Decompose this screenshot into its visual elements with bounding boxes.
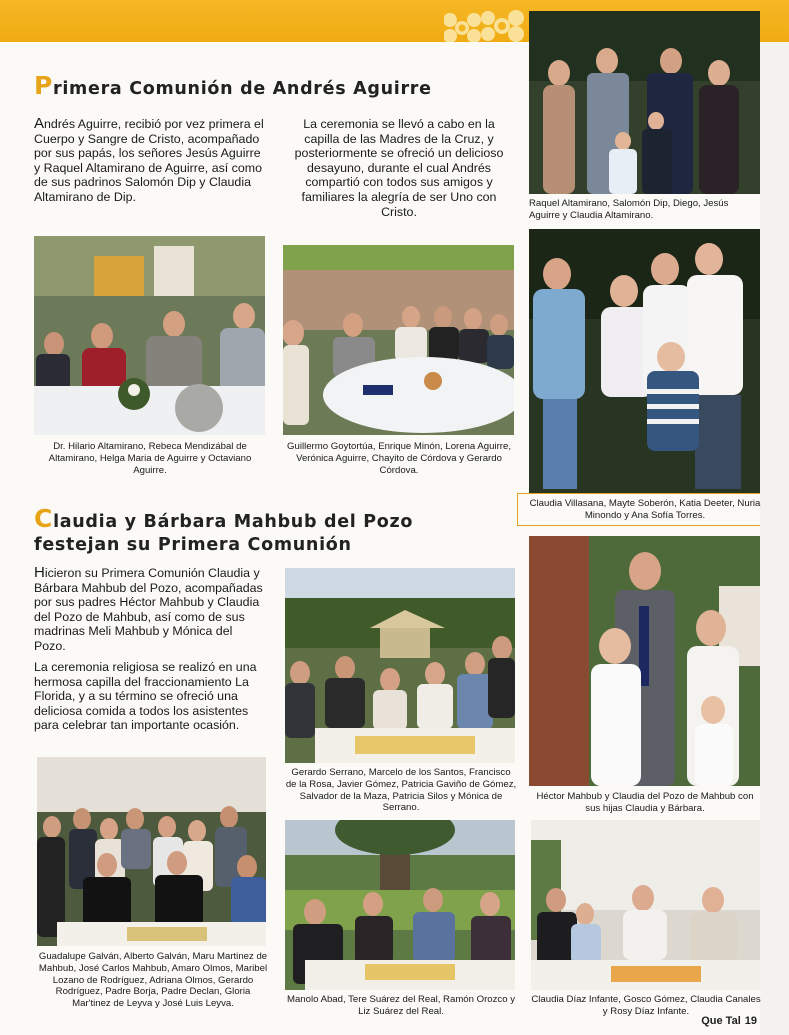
page-footer [701,1015,757,1027]
section2-title: Claudia y Bárbara Mahbub del Pozo festejan su Primera Comunión [34,504,414,555]
caption-1: Raquel Altamirano, Salomón Dip, Diego, Jesús Aguirre y Claudia Altamirano. [529,198,729,221]
caption-frame-bottom [517,525,760,526]
caption-4: Claudia Villasana, Mayte Soberón, Katia Deeter, Nuria Minondo y Ana Sofía Torres. [529,498,761,521]
magazine-name: Que Tal [701,1015,741,1027]
photo-girls-group [529,229,760,493]
caption-8: Manolo Abad, Tere Suárez del Real, Ramón Orozco y Liz Suárez del Real. [286,994,516,1017]
caption-6: Héctor Mahbub y Claudia del Pozo de Mahbub con sus hijas Claudia y Bárbara. [536,791,754,814]
photo-diaz-infante-table [531,820,760,990]
flower-decoration-icon [444,6,530,46]
photo-galvan-group [37,757,266,946]
section-divider [517,493,760,494]
section1-title: Primera Comunión de Andrés Aguirre [34,71,432,100]
caption-5: Gerardo Serrano, Marcelo de los Santos, Francisco de la Rosa, Javier Gómez, Patricia Gaviño de Gómez, Salvador de la Maza, Patricia Silos y Mónica de Serrano. [285,767,517,814]
photo-mahbub-family [529,536,760,786]
photo-serrano-table [285,568,515,763]
section2-paragraph-1: Hicieron su Primera Comunión Claudia y Bárbara Mahbub del Pozo, acompañadas por sus padres Héctor Mahbub y Claudia del Pozo de Mahbub, así como de sus madrinas Meli Mahbub y Mónica del Pozo. [34,564,263,653]
photo-altamirano-table [34,236,265,435]
caption-3: Guillermo Goytortúa, Enrique Minón, Lorena Aguirre, Verónica Aguirre, Chayito de Córdova y Gerardo Córdova. [287,441,511,476]
caption-7: Guadalupe Galván, Alberto Galván, Maru Martinez de Mahbub, José Carlos Mahbub, Amaro Olmos, Maribel Lozano de Rodríguez, Adriana Olmos, Gerardo Rodríguez, Padre Borja, Padre Declan, Gloria Mar'tinez de Leyva y José Luis Leyva. [38,951,268,1010]
section1-paragraph-2: La ceremonia se llevó a cabo en la capilla de las Madres de la Cruz, y posteriormente se ofreció un delicioso desayuno, durante el cual Andrés compartió con todos sus amigos y familiares la alegría de ser Uno con Cristo. [294,117,504,219]
caption-9: Claudia Díaz Infante, Gosco Gómez, Claudia Canales y Rosy Díaz Infante. [531,994,761,1017]
caption-2: Dr. Hilario Altamirano, Rebeca Mendizábal de Altamirano, Helga Maria de Aguirre y Octaviano Aguirre. [48,441,252,476]
section1-paragraph-1: Andrés Aguirre, recibió por vez primera el Cuerpo y Sangre de Cristo, acompañado por sus papás, los señores Jesús Aguirre y Raquel Altamirano de Aguirre, así como de sus padrinos Salomón Dip y Claudia Altamirano de Dip. [34,115,264,204]
photo-abad-table [285,820,515,990]
page-number: 19 [744,1015,757,1027]
photo-aguirre-family [529,11,760,194]
section2-paragraph-2: La ceremonia religiosa se realizó en una hermosa capilla del fraccionamiento La Florida, y a su término se ofreció una deliciosa comida a todos los asistentes para celebrar tan importante ocasión. [34,660,257,733]
photo-goytortua-table [283,245,514,435]
caption-frame-left [517,493,518,525]
